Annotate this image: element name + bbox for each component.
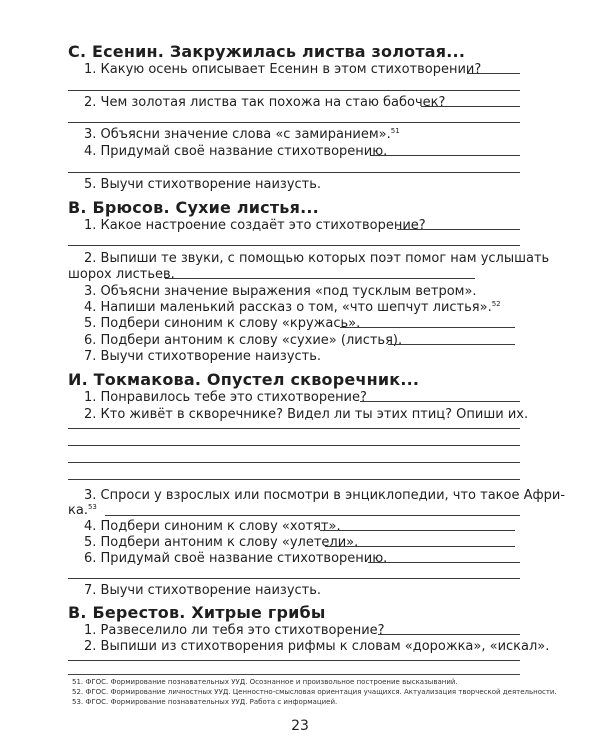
question: 2. Выпиши те звуки, с помощью которых поэт помог нам услышать	[84, 251, 550, 266]
answer-line[interactable]	[68, 245, 520, 246]
answer-line[interactable]	[105, 515, 520, 516]
question: 3. Объясни значение слова «с замиранием».$^{51}$	[84, 127, 400, 142]
question: 4. Придумай своё название стихотворению.	[84, 144, 388, 159]
question: 4. Напиши маленький рассказ о том, «что шепчут листья».$^{52}$	[84, 300, 501, 315]
answer-line[interactable]	[68, 462, 520, 463]
section-title-esenin: С. Есенин. Закружилась листва золотая...	[68, 42, 466, 61]
answer-line[interactable]	[68, 578, 520, 579]
answer-line[interactable]	[320, 530, 515, 531]
answer-line[interactable]	[340, 327, 515, 328]
footnote: 52. ФГОС. Формирование личностных УУД. Ценностно-смысловая ориентация учащихся. Актуализация творческой деятельности.	[72, 688, 557, 696]
question: 6. Подбери антоним к слову «сухие» (листья).	[84, 333, 403, 348]
question-continuation: ка.$^{53}$	[68, 503, 97, 518]
question: 2. Выпиши из стихотворения рифмы к словам «дорожка», «искал».	[84, 639, 550, 654]
question: 1. Развеселило ли тебя это стихотворение?	[84, 623, 385, 638]
question: 2. Кто живёт в скворечнике? Видел ли ты этих птиц? Опиши их.	[84, 407, 529, 422]
section-title-berestov: В. Берестов. Хитрые грибы	[68, 603, 326, 622]
footnote-ref: 52	[491, 300, 501, 308]
footnote: 51. ФГОС. Формирование познавательных УУД. Осознанное и произвольное построение высказываний.	[72, 678, 458, 686]
footnote-ref: 53	[87, 503, 97, 511]
question: 6. Придумай своё название стихотворению.	[84, 551, 388, 566]
question: 5. Подбери синоним к слову «кружась».	[84, 316, 361, 331]
question: 3. Спроси у взрослых или посмотри в энциклопедии, что такое Афри-	[84, 488, 566, 503]
answer-line[interactable]	[68, 428, 520, 429]
question: 7. Выучи стихотворение наизусть.	[84, 349, 322, 364]
page-number: 23	[291, 718, 309, 734]
answer-line[interactable]	[68, 445, 520, 446]
footnote: 53. ФГОС. Формирование познавательных УУД. Работа с информацией.	[72, 698, 338, 706]
question: 1. Какое настроение создаёт это стихотворение?	[84, 218, 426, 233]
question: 4. Подбери синоним к слову «хотят».	[84, 519, 341, 534]
answer-line[interactable]	[421, 106, 520, 107]
answer-line[interactable]	[388, 344, 515, 345]
answer-line[interactable]	[368, 562, 520, 563]
section-title-bryusov: В. Брюсов. Сухие листья...	[68, 198, 319, 217]
answer-line[interactable]	[68, 479, 520, 480]
answer-line[interactable]	[68, 172, 520, 173]
answer-line[interactable]	[360, 401, 520, 402]
answer-line[interactable]	[165, 278, 475, 279]
answer-line[interactable]	[68, 90, 520, 91]
answer-line[interactable]	[378, 634, 520, 635]
question: 7. Выучи стихотворение наизусть.	[84, 583, 322, 598]
footnote-ref: 51	[390, 127, 400, 135]
answer-line[interactable]	[325, 546, 515, 547]
answer-line[interactable]	[397, 229, 520, 230]
question: 1. Понравилось тебе это стихотворение?	[84, 390, 367, 405]
answer-line[interactable]	[68, 122, 520, 123]
question-continuation: шорох листьев.	[68, 267, 175, 282]
question: 2. Чем золотая листва так похожа на стаю бабочек?	[84, 95, 446, 110]
footnote-divider	[68, 674, 520, 675]
answer-line[interactable]	[467, 73, 520, 74]
answer-line[interactable]	[370, 155, 520, 156]
section-title-tokmakova: И. Токмакова. Опустел скворечник...	[68, 370, 420, 389]
answer-line[interactable]	[68, 660, 520, 661]
question: 3. Объясни значение выражения «под тусклым ветром».	[84, 284, 477, 299]
question: 5. Выучи стихотворение наизусть.	[84, 177, 322, 192]
question: 1. Какую осень описывает Есенин в этом стихотворении?	[84, 62, 482, 77]
question: 5. Подбери антоним к слову «улетели».	[84, 535, 359, 550]
